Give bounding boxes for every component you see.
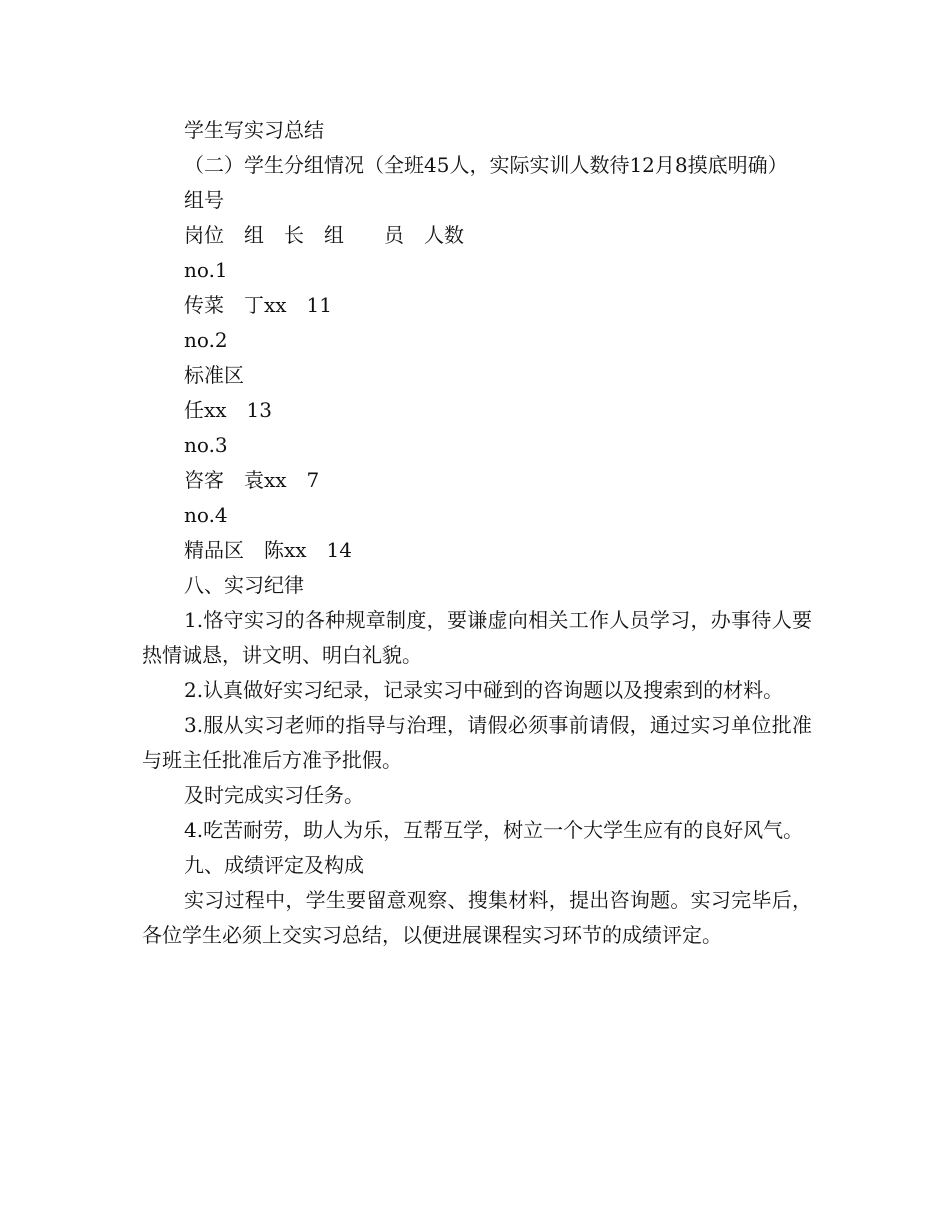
paragraph: 4.吃苦耐劳，助人为乐，互帮互学，树立一个大学生应有的良好风气。	[184, 818, 804, 842]
paragraph: 1.恪守实习的各种规章制度，要谦虚向相关工作人员学习，办事待人要热情诚恳，讲文明、明白礼貌。	[142, 608, 812, 667]
group-number-line: no.3	[184, 433, 228, 457]
group-number-line: no.4	[184, 503, 228, 527]
group-row-line: 任xx 13	[184, 398, 273, 422]
text-line: 学生写实习总结	[184, 118, 324, 142]
group-number-line: no.1	[184, 258, 228, 282]
group-row-line: 标准区	[184, 363, 244, 387]
section-heading: 九、成绩评定及构成	[184, 853, 364, 877]
paragraph: 3.服从实习老师的指导与治理，请假必须事前请假，通过实习单位批准与班主任批准后方准予批假。	[142, 713, 812, 772]
group-row-line: 精品区 陈xx 14	[184, 538, 353, 562]
group-row-line: 传菜 丁xx 11	[184, 293, 333, 317]
paragraph: 实习过程中，学生要留意观察、搜集材料，提出咨询题。实习完毕后，各位学生必须上交实习总结，以便进展课程实习环节的成绩评定。	[142, 888, 812, 947]
document-body	[142, 113, 812, 953]
section-heading: 八、实习纪律	[184, 573, 304, 597]
text-line: 组号	[184, 188, 224, 212]
paragraph: 2.认真做好实习纪录，记录实习中碰到的咨询题以及搜索到的材料。	[184, 678, 784, 702]
text-line: 及时完成实习任务。	[184, 783, 364, 807]
paragraph: （二）学生分组情况（全班45人，实际实训人数待12月8摸底明确）	[184, 153, 788, 177]
table-header-line: 岗位 组 长 组 员 人数	[184, 223, 464, 247]
group-number-line: no.2	[184, 328, 228, 352]
group-row-line: 咨客 袁xx 7	[184, 468, 320, 492]
